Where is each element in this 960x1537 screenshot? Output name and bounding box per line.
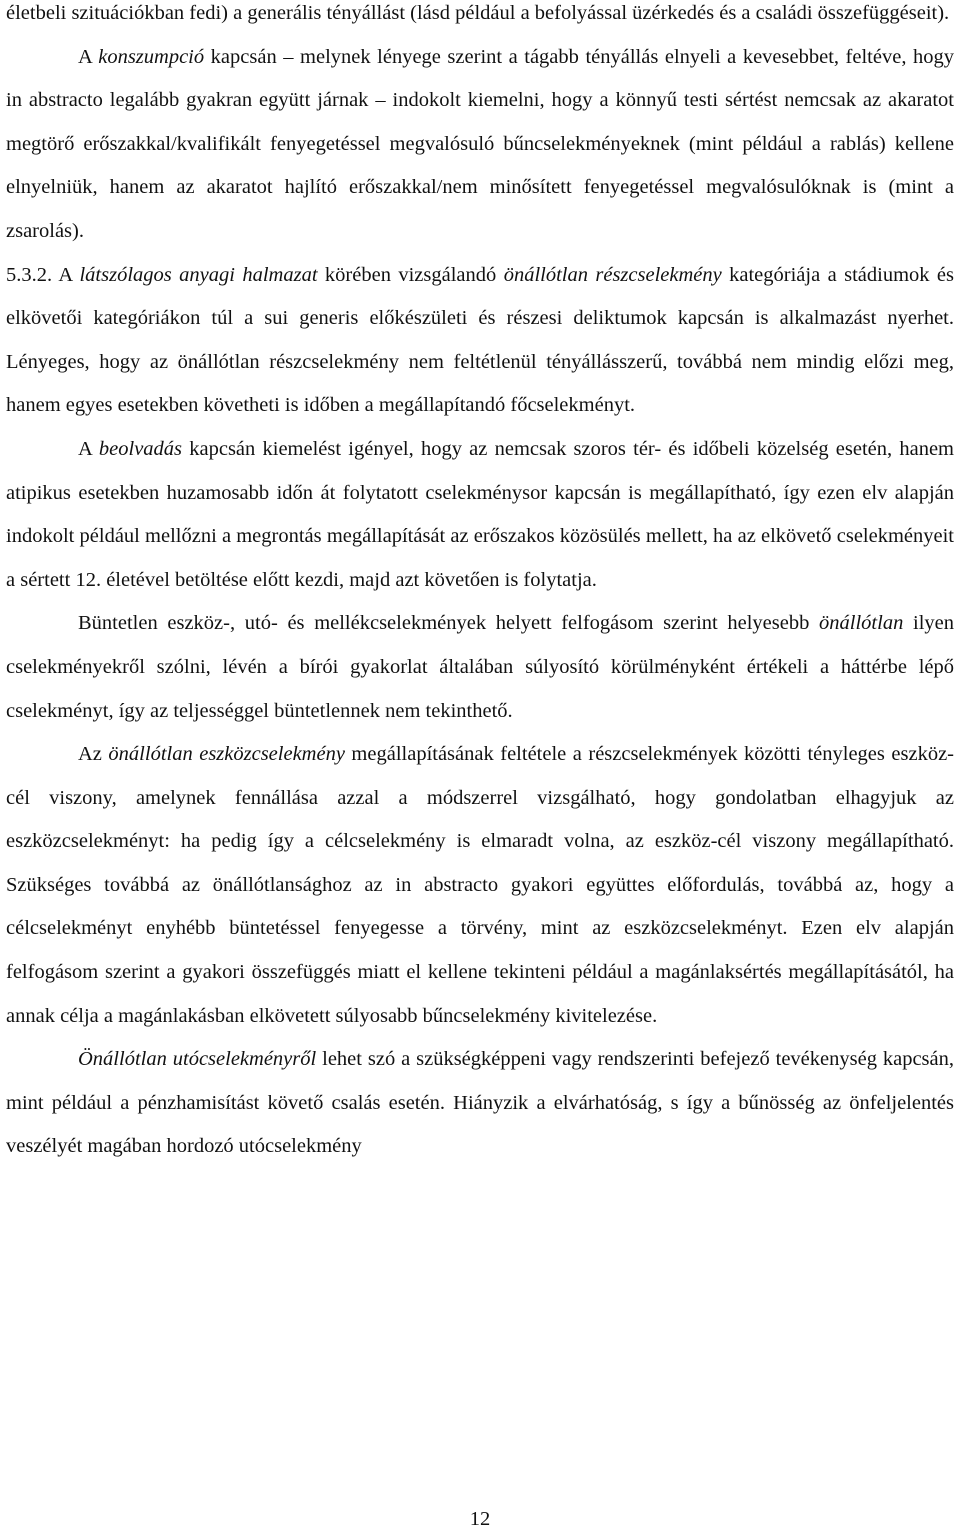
text-run: kategóriája a stádiumok és elkövetői kategóriákon túl a sui generis előkészületi és részesi deliktumok kapcsán is alkalmazást nyerhet. Lényeges, hogy az önállótlan részcselekmény nem feltétlenül tényállásszerű, továbbá nem mindig előzi meg, hanem egyes esetekben követheti is időben a megállapítandó főcselekményt.	[6, 263, 954, 417]
paragraph-eszkozcselekmeny	[6, 733, 954, 1038]
text-run: A	[78, 45, 99, 68]
paragraph-section-5-3-2	[6, 254, 954, 428]
paragraph-beolvadas	[6, 428, 954, 602]
text-run: Az	[78, 743, 109, 766]
text-run: megállapításának feltétele a részcselekmények közötti tényleges eszköz-cél viszony, amelynek fennállása azzal a módszerrel vizsgálható, hogy gondolatban elhagyjuk az eszközcselekményt: ha pedig így a célcselekmény is elmaradt volna, az eszköz-cél viszony megállapítható. Szükséges továbbá az önállótlansághoz az in abstracto gyakori együttes előfordulás, továbbá az, hogy a célcselekményt enyhébb büntetéssel fenyegesse a törvény, mint az eszközcselekményt. Ezen elv alapján felfogásom szerint a gyakori összefüggés miatt el kellene tekinteni például a magánlaksértés megállapításától, ha annak célja a magánlakásban elkövetett súlyosabb bűncselekmény kivitelezése.	[6, 743, 954, 1027]
paragraph-konszumpcio	[6, 36, 954, 254]
text-run: kapcsán – melynek lényege szerint a tágabb tényállás elnyeli a kevesebbet, feltéve, hogy in abstracto legalább gyakran együtt járnak – indokolt kiemelni, hogy a könnyű testi sértést nemcsak az akaratot megtörő erőszakkal/kvalifikált fenyegetéssel megvalósuló bűncselekményeknek (mint például a rablás) kellene elnyelniük, hanem az akaratot hajlító erőszakkal/nem minősített fenyegetéssel megvalósulóknak is (mint a zsarolás).	[6, 45, 954, 242]
text-run: 5.3.2. A	[6, 263, 80, 286]
text-run: életbeli szituációkban fedi) a generális tényállást (lásd például a befolyással üzérkedés és a családi összefüggéseit).	[6, 2, 950, 24]
paragraph-utocselekmeny	[6, 1038, 954, 1169]
italic-term: önállótlan részcselekmény	[503, 263, 722, 286]
paragraph-continuation	[6, 0, 954, 36]
italic-term: Önállótlan utócselekményről	[78, 1048, 317, 1071]
paragraph-buntetlen-cselekmenyek	[6, 602, 954, 733]
text-run: lehet szó a szükségképpeni vagy rendszerinti befejező tevékenység kapcsán, mint például a pénzhamisítást követő csalás esetén. Hiányzik a elvárhatóság, s így a bűnösség az önfeljelentés veszélyét magában hordozó utócselekmény	[6, 1048, 955, 1158]
italic-term: beolvadás	[98, 437, 183, 460]
italic-term: látszólagos anyagi halmazat	[79, 263, 318, 286]
text-run: Büntetlen eszköz-, utó- és mellékcselekmények helyett felfogásom szerint helyesebb	[78, 612, 820, 635]
text-run: kapcsán kiemelést igényel, hogy az nemcsak szoros tér- és időbeli közelség esetén, hanem atipikus esetekben huzamosabb időn át folytatott cselekménysor kapcsán is megállapítható, így ezen elv alapján indokolt például mellőzni a megrontás megállapítását az erőszakos közösülés mellett, ha az elkövető cselekményeit a sértett 12. életével betöltése előtt kezdi, majd azt követően is folytatja.	[6, 437, 954, 591]
document-page	[6, 0, 954, 1169]
text-run: ilyen cselekményekről szólni, lévén a bírói gyakorlat általában súlyosító körülményként értékeli a háttérbe lépő cselekményt, így az teljességgel büntetlennek nem tekinthető.	[6, 612, 954, 722]
text-run: körében vizsgálandó	[317, 263, 504, 286]
text-run: A	[78, 437, 99, 460]
page-number: 12	[469, 1508, 491, 1530]
italic-term: önállótlan eszközcselekmény	[108, 743, 345, 766]
italic-term: önállótlan	[819, 612, 904, 635]
italic-term: konszumpció	[98, 45, 205, 68]
